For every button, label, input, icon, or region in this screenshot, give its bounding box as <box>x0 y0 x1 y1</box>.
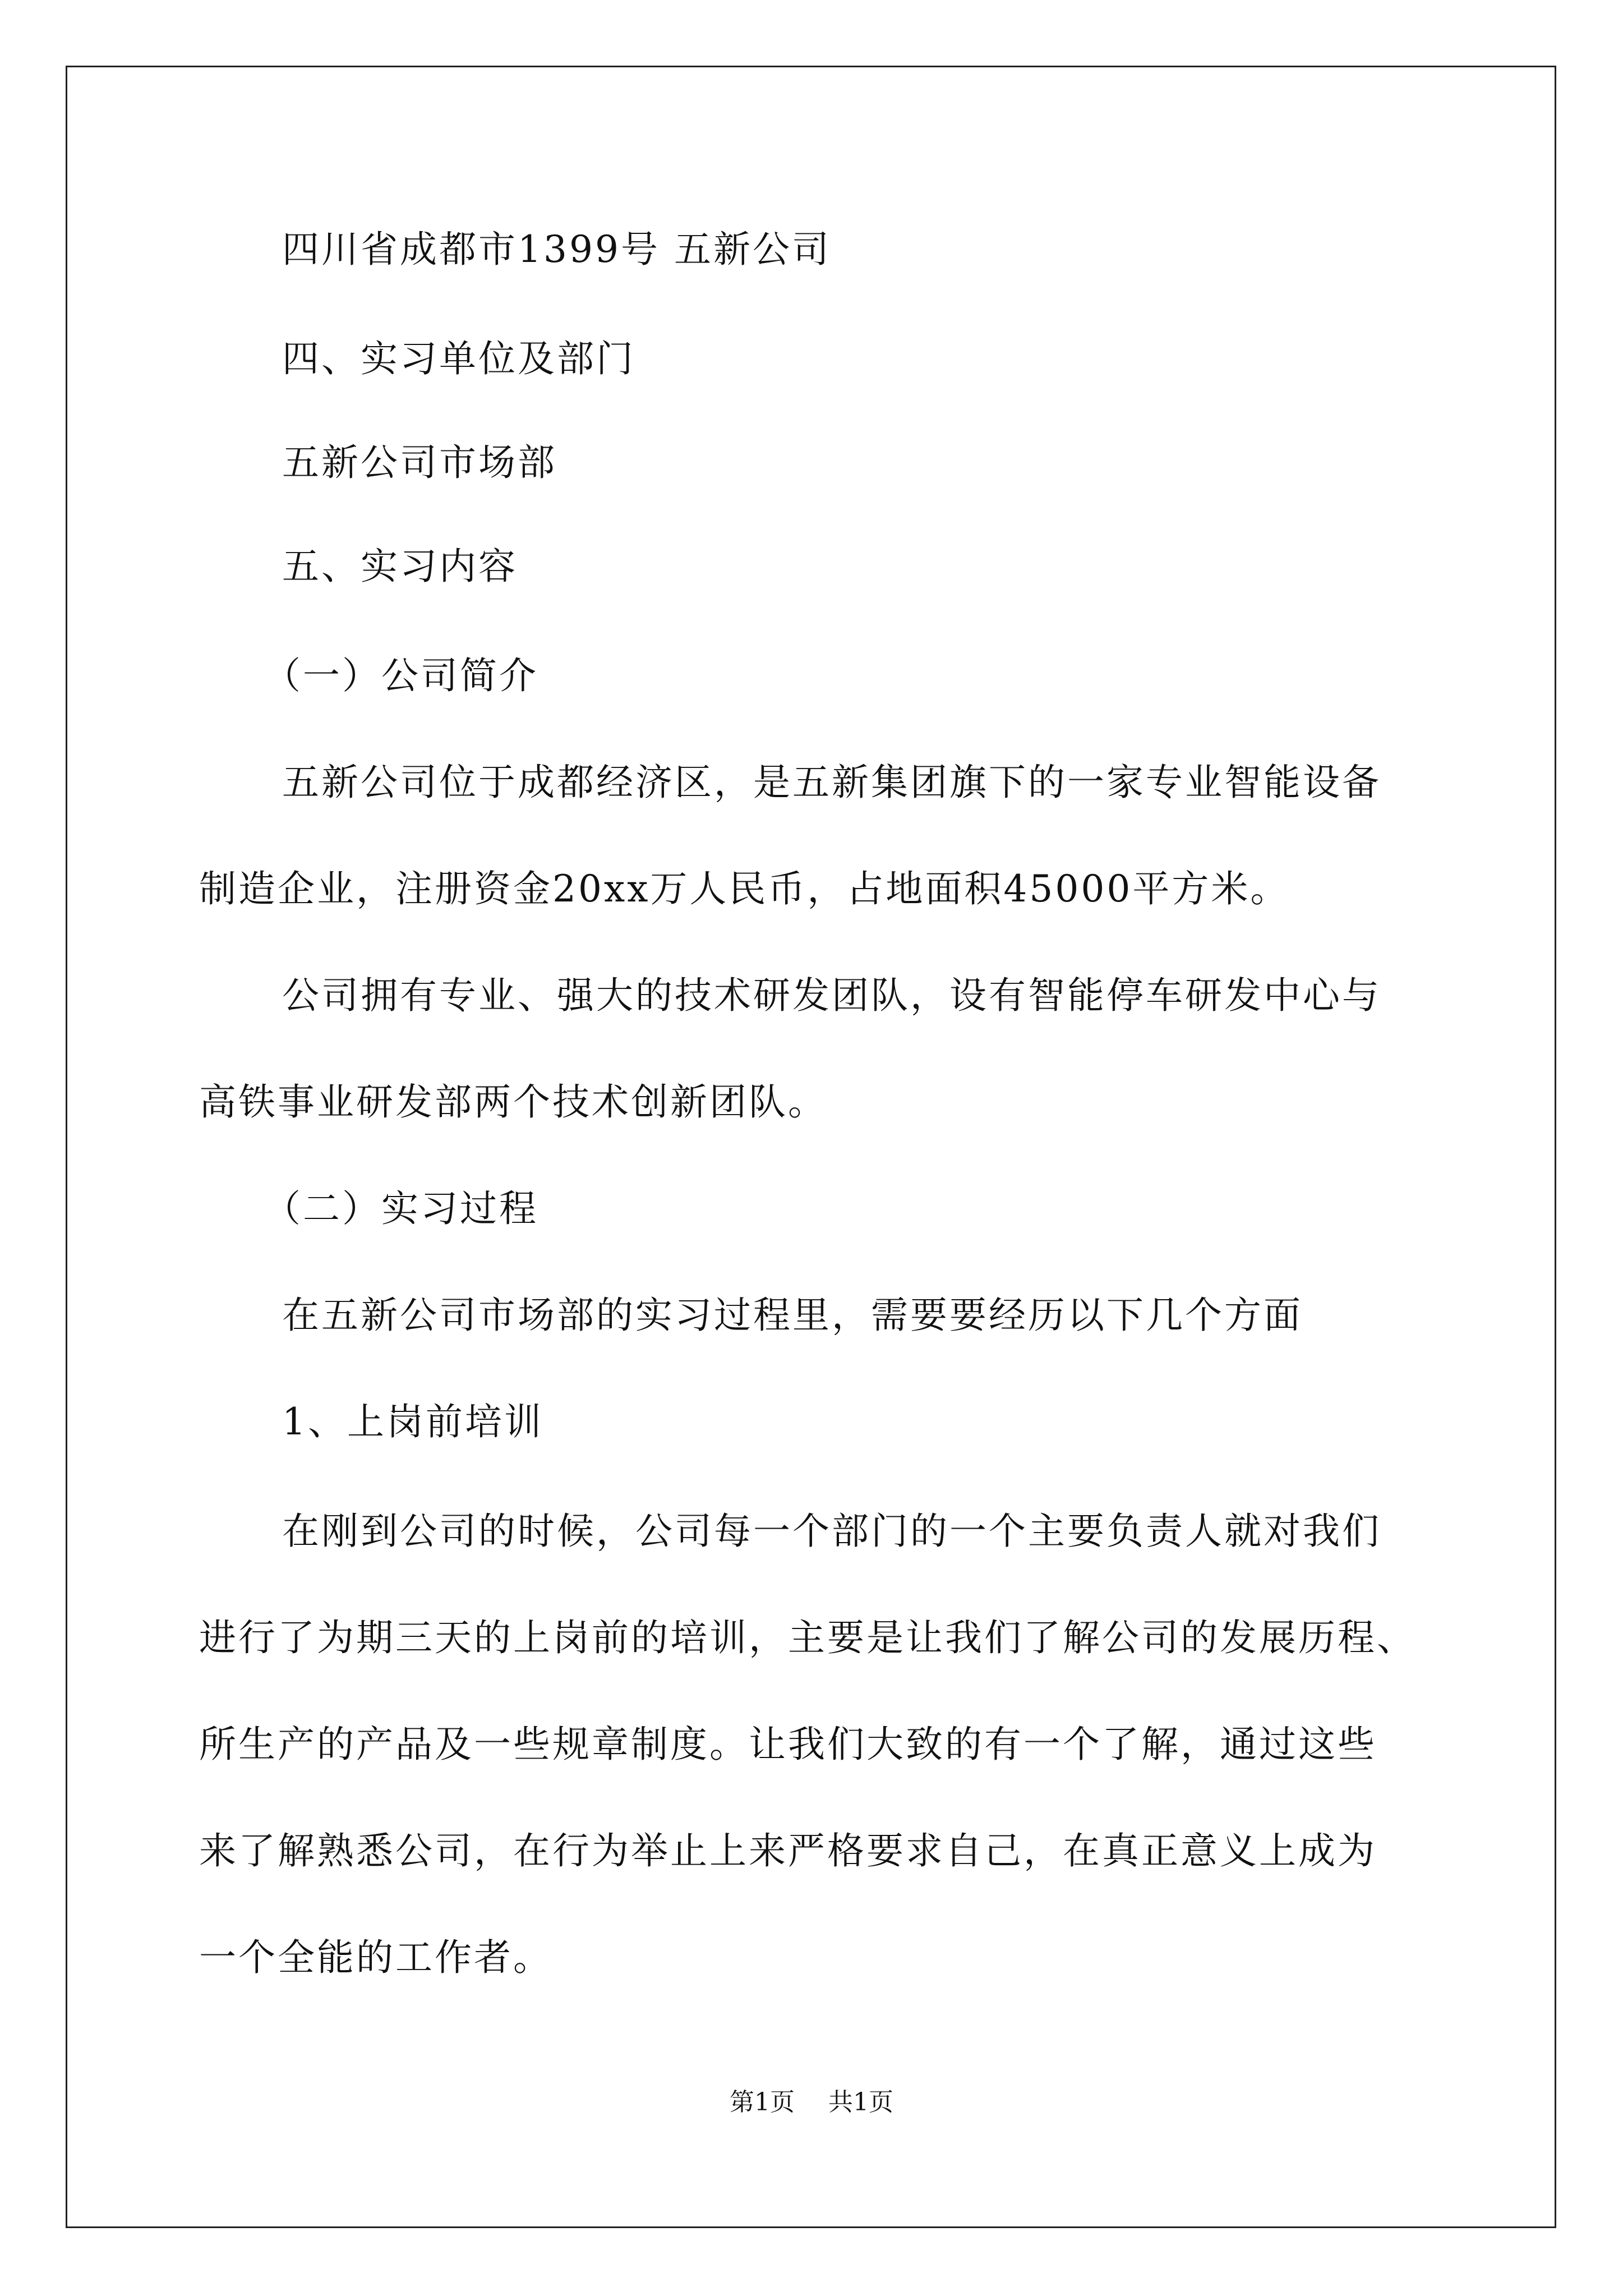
paragraph-line: 制造企业，注册资金20xx万人民币，占地面积45000平方米。 <box>199 867 1290 910</box>
page-border <box>66 66 1556 2228</box>
paragraph-line: 所生产的产品及一些规章制度。让我们大致的有一个了解，通过这些 <box>199 1723 1377 1766</box>
subheading-internship-process: （二）实习过程 <box>264 1187 538 1230</box>
department-line: 五新公司市场部 <box>282 441 557 484</box>
page-number: 第1页 <box>730 2088 795 2116</box>
list-heading-training: 1、上岗前培训 <box>282 1400 543 1443</box>
paragraph-line: 高铁事业研发部两个技术创新团队。 <box>199 1080 827 1124</box>
section-heading-content: 五、实习内容 <box>282 545 518 588</box>
page-footer <box>0 2087 1623 2118</box>
paragraph-line: 在刚到公司的时候，公司每一个部门的一个主要负责人就对我们 <box>282 1510 1381 1553</box>
page-total: 共1页 <box>828 2088 893 2116</box>
subheading-company-intro: （一）公司简介 <box>264 654 538 697</box>
paragraph-line: 来了解熟悉公司，在行为举止上来严格要求自己，在真正意义上成为 <box>199 1829 1377 1872</box>
paragraph-line: 一个全能的工作者。 <box>199 1936 552 1979</box>
address-line: 四川省成都市1399号 五新公司 <box>282 228 831 271</box>
paragraph-line: 五新公司位于成都经济区，是五新集团旗下的一家专业智能设备 <box>282 761 1381 804</box>
paragraph-line: 进行了为期三天的上岗前的培训，主要是让我们了解公司的发展历程、 <box>199 1616 1416 1659</box>
section-heading-unit: 四、实习单位及部门 <box>282 337 635 380</box>
paragraph-line: 公司拥有专业、强大的技术研发团队，设有智能停车研发中心与 <box>282 974 1381 1017</box>
paragraph-line: 在五新公司市场部的实习过程里，需要要经历以下几个方面 <box>282 1294 1303 1337</box>
